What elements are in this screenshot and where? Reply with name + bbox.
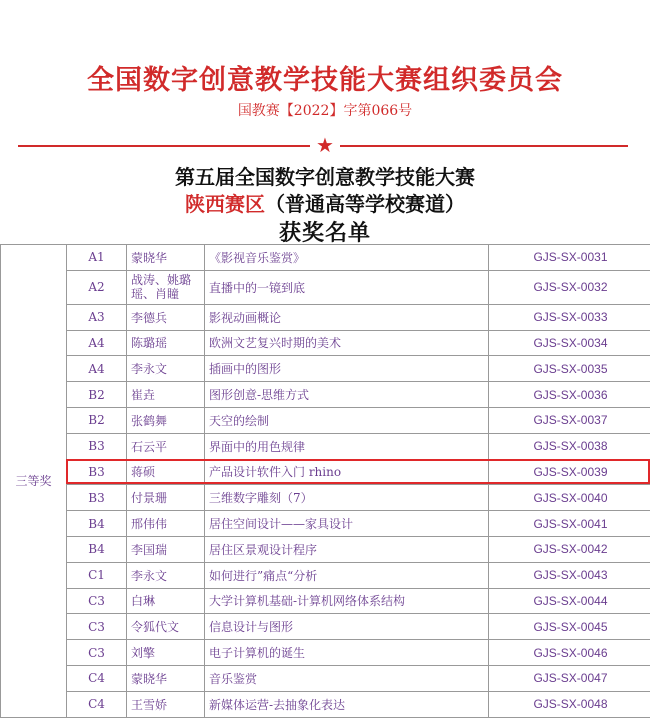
table-row [1, 485, 650, 511]
certificate-code-cell: GJS-SX-0034 [489, 330, 650, 356]
work-title-cell: 信息设计与图形 [205, 614, 489, 640]
award-table [0, 244, 650, 718]
document-number: 国教赛【2022】字第066号 [237, 103, 413, 119]
table-row [1, 356, 650, 382]
level-cell: C3 [67, 640, 127, 666]
names-cell: 李永文 [127, 356, 205, 382]
certificate-code-cell: GJS-SX-0046 [489, 640, 650, 666]
certificate-code-cell: GJS-SX-0039 [489, 459, 650, 485]
level-cell: A1 [67, 245, 127, 271]
names-cell: 战涛、姚璐瑶、肖瞳 [127, 270, 205, 304]
certificate-code-cell: GJS-SX-0040 [489, 485, 650, 511]
certificate-code-cell: GJS-SX-0032 [489, 270, 650, 304]
work-title-cell: 音乐鉴赏 [205, 665, 489, 691]
track-name: （普通高等学校赛道） [265, 192, 465, 216]
level-cell: B4 [67, 536, 127, 562]
level-cell: C3 [67, 614, 127, 640]
names-cell: 蒋硕 [127, 459, 205, 485]
level-cell: B3 [67, 433, 127, 459]
level-cell: B3 [67, 485, 127, 511]
level-cell: C1 [67, 562, 127, 588]
table-row [1, 536, 650, 562]
table-row [1, 433, 650, 459]
level-cell: C4 [67, 691, 127, 717]
certificate-code-cell: GJS-SX-0033 [489, 304, 650, 330]
names-cell: 王雪娇 [127, 691, 205, 717]
names-cell: 蒙晓华 [127, 665, 205, 691]
certificate-code-cell: GJS-SX-0042 [489, 536, 650, 562]
header-divider-right [340, 145, 628, 147]
names-cell: 石云平 [127, 433, 205, 459]
certificate-code-cell: GJS-SX-0036 [489, 382, 650, 408]
level-cell: B3 [67, 459, 127, 485]
names-cell: 邢伟伟 [127, 511, 205, 537]
certificate-code-cell: GJS-SX-0035 [489, 356, 650, 382]
names-cell: 陈璐瑶 [127, 330, 205, 356]
level-cell: A4 [67, 356, 127, 382]
level-cell: B2 [67, 407, 127, 433]
work-title-cell: 电子计算机的诞生 [205, 640, 489, 666]
work-title-cell: 界面中的用色规律 [205, 433, 489, 459]
certificate-code-cell: GJS-SX-0037 [489, 407, 650, 433]
star-icon: ★ [316, 133, 334, 157]
names-cell: 令狐代文 [127, 614, 205, 640]
table-row [1, 459, 650, 485]
table-row [1, 304, 650, 330]
table-row [1, 640, 650, 666]
names-cell: 刘擎 [127, 640, 205, 666]
table-row [1, 614, 650, 640]
table-row [1, 245, 650, 271]
level-cell: A2 [67, 270, 127, 304]
header-divider-left [18, 145, 310, 147]
contest-title: 第五届全国数字创意教学技能大赛 [175, 165, 475, 189]
table-row [1, 511, 650, 537]
work-title-cell: 如何进行”痛点“分析 [205, 562, 489, 588]
level-cell: C3 [67, 588, 127, 614]
level-cell: B2 [67, 382, 127, 408]
work-title-cell: 图形创意-思维方式 [205, 382, 489, 408]
names-cell: 付景珊 [127, 485, 205, 511]
work-title-cell: 产品设计软件入门 rhino [205, 459, 489, 485]
work-title-cell: 三维数字雕刻（7） [205, 485, 489, 511]
organizer-title: 全国数字创意教学技能大赛组织委员会 [87, 65, 563, 96]
level-cell: C4 [67, 665, 127, 691]
names-cell: 李永文 [127, 562, 205, 588]
award-list-title: 获奖名单 [278, 220, 371, 246]
certificate-code-cell: GJS-SX-0045 [489, 614, 650, 640]
table-row [1, 665, 650, 691]
level-cell: A3 [67, 304, 127, 330]
region-name: 陕西赛区 [185, 192, 265, 216]
table-row [1, 562, 650, 588]
work-title-cell: 天空的绘制 [205, 407, 489, 433]
certificate-code-cell: GJS-SX-0044 [489, 588, 650, 614]
names-cell: 李国瑞 [127, 536, 205, 562]
certificate-code-cell: GJS-SX-0031 [489, 245, 650, 271]
work-title-cell: 居住空间设计——家具设计 [205, 511, 489, 537]
award-grade-cell: 三等奖 [1, 245, 67, 718]
certificate-code-cell: GJS-SX-0047 [489, 665, 650, 691]
award-table-body [1, 245, 650, 718]
table-row [1, 407, 650, 433]
work-title-cell: 居住区景观设计程序 [205, 536, 489, 562]
work-title-cell: 新媒体运营-去抽象化表达 [205, 691, 489, 717]
names-cell: 张鹤舞 [127, 407, 205, 433]
certificate-code-cell: GJS-SX-0038 [489, 433, 650, 459]
names-cell: 李德兵 [127, 304, 205, 330]
work-title-cell: 大学计算机基础-计算机网络体系结构 [205, 588, 489, 614]
level-cell: B4 [67, 511, 127, 537]
table-row [1, 270, 650, 304]
table-row [1, 588, 650, 614]
region-line [0, 188, 650, 217]
work-title-cell: 《影视音乐鉴赏》 [205, 245, 489, 271]
work-title-cell: 直播中的一镜到底 [205, 270, 489, 304]
level-cell: A4 [67, 330, 127, 356]
work-title-cell: 欧洲文艺复兴时期的美术 [205, 330, 489, 356]
certificate-code-cell: GJS-SX-0048 [489, 691, 650, 717]
table-row [1, 382, 650, 408]
names-cell: 白琳 [127, 588, 205, 614]
names-cell: 蒙晓华 [127, 245, 205, 271]
names-cell: 崔垚 [127, 382, 205, 408]
certificate-code-cell: GJS-SX-0041 [489, 511, 650, 537]
work-title-cell: 影视动画概论 [205, 304, 489, 330]
table-row [1, 691, 650, 717]
certificate-code-cell: GJS-SX-0043 [489, 562, 650, 588]
work-title-cell: 插画中的图形 [205, 356, 489, 382]
table-row [1, 330, 650, 356]
